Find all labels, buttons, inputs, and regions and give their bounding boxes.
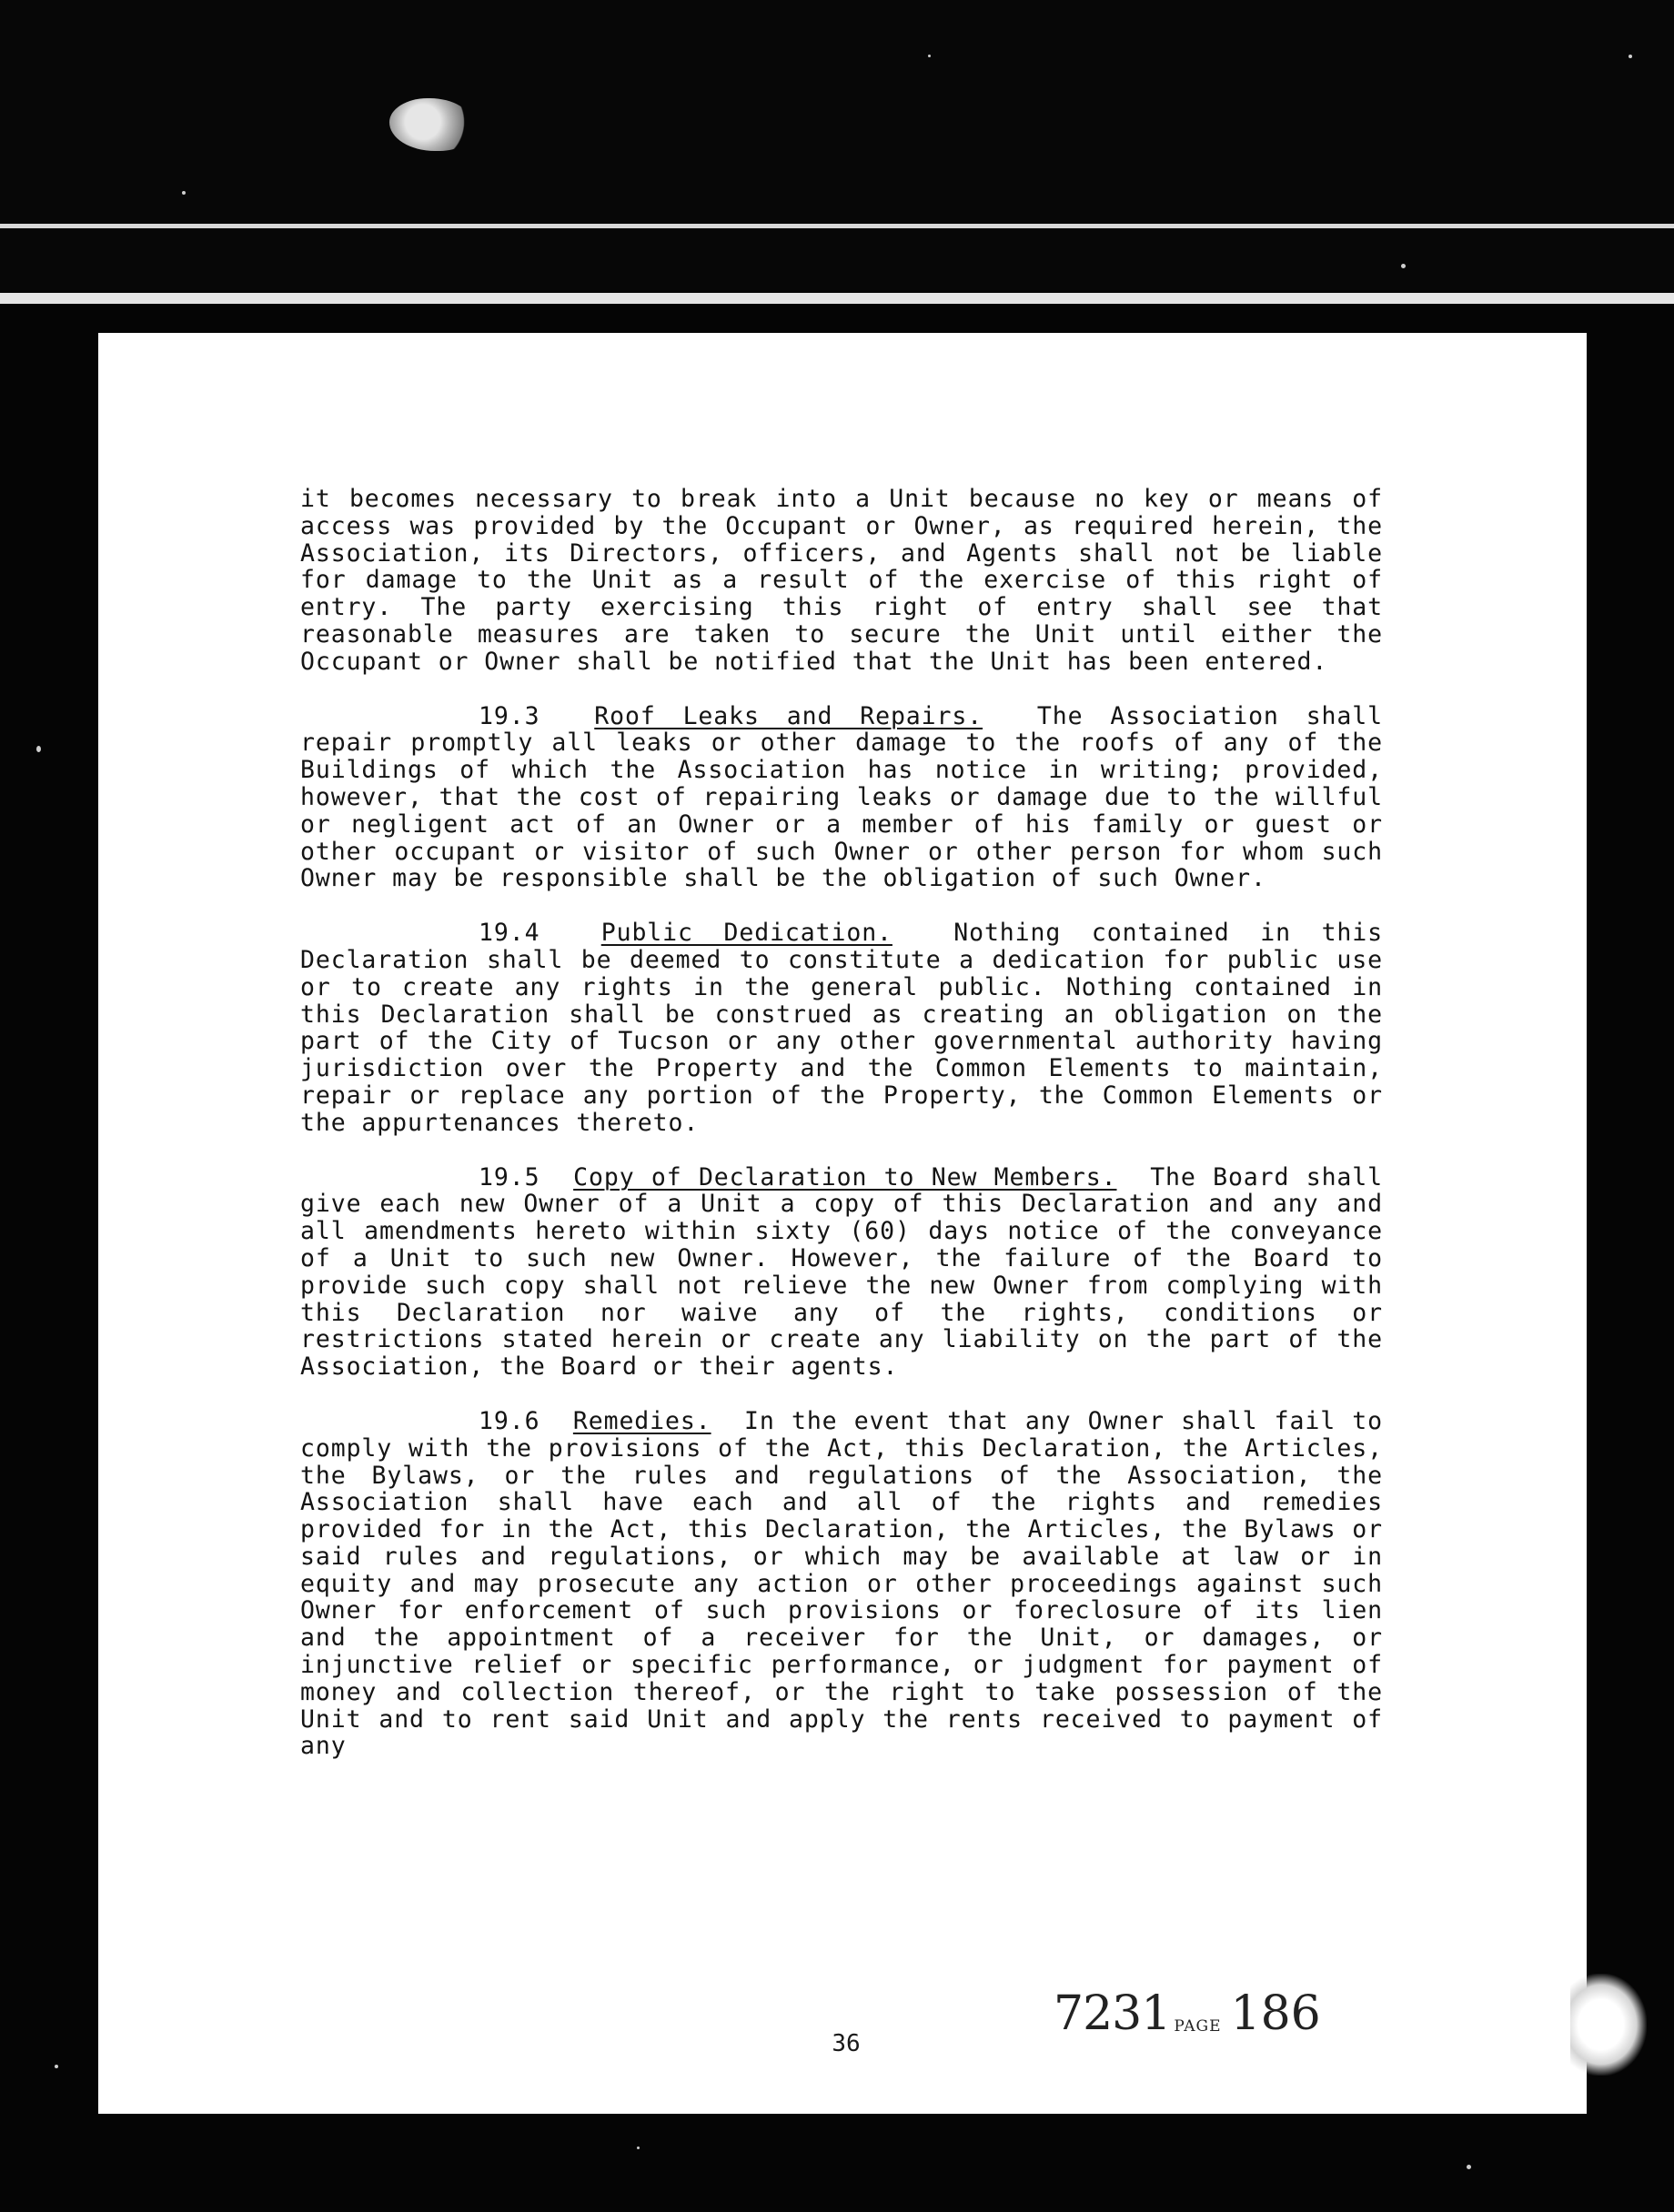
scan-edge-line [0, 293, 1674, 304]
section-number: 19.6 [479, 1406, 540, 1435]
scan-speck [637, 2147, 640, 2149]
stamp-label: PAGE [1174, 2017, 1222, 2036]
scan-speck [36, 746, 41, 752]
docket-number: 7231 [1054, 1986, 1171, 2041]
scan-speck [55, 2065, 58, 2068]
paragraph-19-4 [300, 920, 1383, 1136]
section-number: 19.3 [479, 701, 540, 730]
paragraph-body: The Board shall give each new Owner of a Unit a copy of this Declaration and any and all amendments hereto within sixty (60) days notice of the conveyance of a Unit to such new Owner. However, the failure of the Board to provide such copy shall not relieve the new Owner from complying with this Declaration nor waive any of the rights, conditions or restrictions stated herein or create any liability on the part of the Association, the Board or their agents. [300, 1162, 1383, 1382]
section-heading: Copy of Declaration to New Members. [573, 1162, 1117, 1191]
paragraph-body: Nothing contained in this Declaration shall be deemed to constitute a dedication for public use or to create any rights in the general public. Nothing contained in this Declaration shall be construed as creating an obligation on the part of the City of Tucson or any other governmental authority having jurisdiction over the Property and the Common Elements to maintain, repair or replace any portion of the Property, the Common Elements or the appurtenances thereto. [300, 919, 1383, 1137]
paragraph-continuation [300, 486, 1383, 676]
paragraph-19-3 [300, 703, 1383, 893]
section-heading: Public Dedication. [600, 919, 892, 948]
section-heading: Remedies. [572, 1406, 711, 1435]
scan-edge-line [0, 224, 1674, 228]
paragraph-19-6 [300, 1408, 1383, 1760]
scan-top-border [0, 0, 1674, 293]
scan-speck [1401, 264, 1406, 268]
recording-stamp [1054, 1986, 1321, 2041]
scan-speck [182, 191, 186, 195]
scan-speck [1629, 55, 1632, 58]
scan-speck [928, 55, 931, 57]
document-body [300, 486, 1383, 1787]
paragraph-19-5 [300, 1164, 1383, 1381]
section-heading: Roof Leaks and Repairs. [594, 701, 983, 730]
scan-speck [1467, 2165, 1471, 2169]
stamp-page-number: 186 [1230, 1986, 1321, 2041]
paragraph-body: it becomes necessary to break into a Unit because no key or means of access was provided by the Occupant or Owner, as required herein, the Association, its Directors, officers, and Agents shall not be liable for damage to the Unit as a result of the exercise of this right of entry. The party exercising this right of entry shall see that reasonable measures are taken to secure the Unit until either the Occupant or Owner shall be notified that the Unit has been entered. [300, 485, 1383, 676]
scan-blot [1570, 1974, 1647, 2076]
page-number: 36 [832, 2030, 861, 2057]
paragraph-body: In the event that any Owner shall fail to comply with the provisions of the Act, this Declaration, the Articles, the Bylaws, or the rules and regulations of the Association, the Association shall have each and all of the rights and remedies provided for in the Act, this Declaration, the Articles, the Bylaws or said rules and regulations, or which may be available at law or in equity and may prosecute any action or other proceedings against such Owner for enforcement of such provisions or foreclosure of its lien and the appointment of a receiver for the Unit, or damages, or injunctive relief or specific performance, or judgment for payment of money and collection thereof, or the right to take possession of the Unit and to rent said Unit and apply the rents received to payment of any [300, 1406, 1383, 1761]
section-number: 19.4 [479, 919, 540, 948]
section-number: 19.5 [479, 1162, 540, 1191]
paragraph-body: The Association shall repair promptly all leaks or other damage to the roofs of any of the Buildings of which the Association has notice in writing; provided, however, that the cost of repairing leaks or damage due to the willful or negligent act of an Owner or a member of his family or guest or other occupant or visitor of such Owner or other person for whom such Owner may be responsible shall be the obligation of such Owner. [300, 701, 1383, 893]
